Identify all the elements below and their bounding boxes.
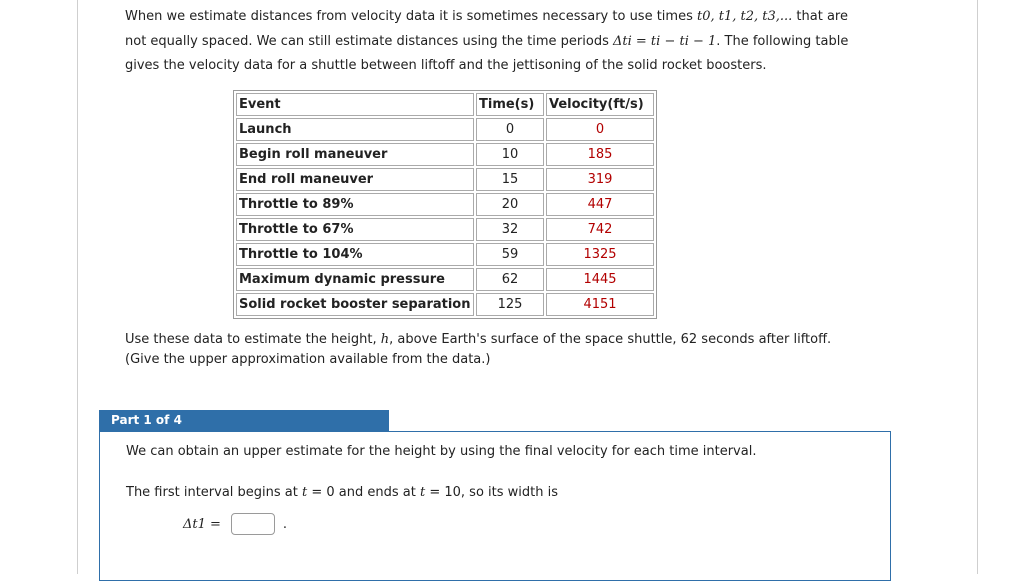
cell-event: Throttle to 89% xyxy=(236,193,474,216)
cell-event: Throttle to 67% xyxy=(236,218,474,241)
intro-line1-text: When we estimate distances from velocity data it is sometimes necessary to use times xyxy=(125,9,697,24)
cell-velocity: 4151 xyxy=(546,293,654,316)
velocity-table xyxy=(233,90,657,319)
answer-suffix: . xyxy=(282,516,288,532)
interval-text-a: The first interval begins at xyxy=(126,485,302,500)
t-variable: t xyxy=(419,485,426,500)
t-variable: t xyxy=(302,485,308,500)
header-event: Event xyxy=(236,93,474,116)
cell-event: Solid rocket booster separation xyxy=(236,293,474,316)
interval-text-b: = 0 and ends at xyxy=(307,485,420,500)
cell-event: Launch xyxy=(236,118,474,141)
question-text-b: , above Earth's surface of the space shuttle, 62 seconds after liftoff. xyxy=(389,332,832,347)
cell-velocity: 1325 xyxy=(546,243,654,266)
delta-t1-input[interactable] xyxy=(231,513,275,535)
table-row xyxy=(236,143,654,166)
cell-event: End roll maneuver xyxy=(236,168,474,191)
header-time: Time(s) xyxy=(476,93,544,116)
cell-velocity: 185 xyxy=(546,143,654,166)
table-row xyxy=(236,268,654,291)
answer-label: Δt1 = xyxy=(183,516,221,532)
cell-time: 10 xyxy=(476,143,544,166)
table-row xyxy=(236,243,654,266)
cell-velocity: 319 xyxy=(546,168,654,191)
table-row xyxy=(236,193,654,216)
cell-time: 125 xyxy=(476,293,544,316)
interval-text-c: = 10, so its width is xyxy=(425,485,559,500)
intro-line2-text: not equally spaced. We can still estimate distances using the time periods xyxy=(125,33,613,49)
cell-time: 62 xyxy=(476,268,544,291)
cell-time: 20 xyxy=(476,193,544,216)
cell-event: Throttle to 104% xyxy=(236,243,474,266)
intro-paragraph xyxy=(125,5,885,79)
question-paragraph xyxy=(125,330,885,370)
intro-line2-end: . The following table xyxy=(716,33,849,49)
cell-event: Begin roll maneuver xyxy=(236,143,474,166)
cell-velocity: 1445 xyxy=(546,268,654,291)
cell-velocity: 0 xyxy=(546,118,654,141)
cell-event: Maximum dynamic pressure xyxy=(236,268,474,291)
intro-line3-text: gives the velocity data for a shuttle between liftoff and the jettisoning of the solid rocket boosters. xyxy=(125,58,767,73)
question-text-a: Use these data to estimate the height, xyxy=(125,332,381,347)
cell-time: 15 xyxy=(476,168,544,191)
cell-velocity: 447 xyxy=(546,193,654,216)
cell-velocity: 742 xyxy=(546,218,654,241)
cell-time: 32 xyxy=(476,218,544,241)
cell-time: 0 xyxy=(476,118,544,141)
intro-times: t0, t1, t2, t3,... xyxy=(696,9,793,24)
part-tab: Part 1 of 4 xyxy=(99,410,389,431)
table-header-row xyxy=(236,93,654,116)
intro-line1-end: that are xyxy=(792,9,848,24)
table-row xyxy=(236,168,654,191)
table-row xyxy=(236,218,654,241)
interval-description xyxy=(126,485,558,500)
header-velocity: Velocity(ft/s) xyxy=(546,93,654,116)
cell-time: 59 xyxy=(476,243,544,266)
table-row xyxy=(236,293,654,316)
question-line2: (Give the upper approximation available from the data.) xyxy=(125,352,491,367)
part-instruction: We can obtain an upper estimate for the height by using the final velocity for each time interval. xyxy=(126,444,757,459)
intro-formula: Δti = ti − ti − 1 xyxy=(613,33,717,49)
table-row xyxy=(236,118,654,141)
answer-row xyxy=(183,513,287,535)
height-variable: h xyxy=(380,332,390,347)
